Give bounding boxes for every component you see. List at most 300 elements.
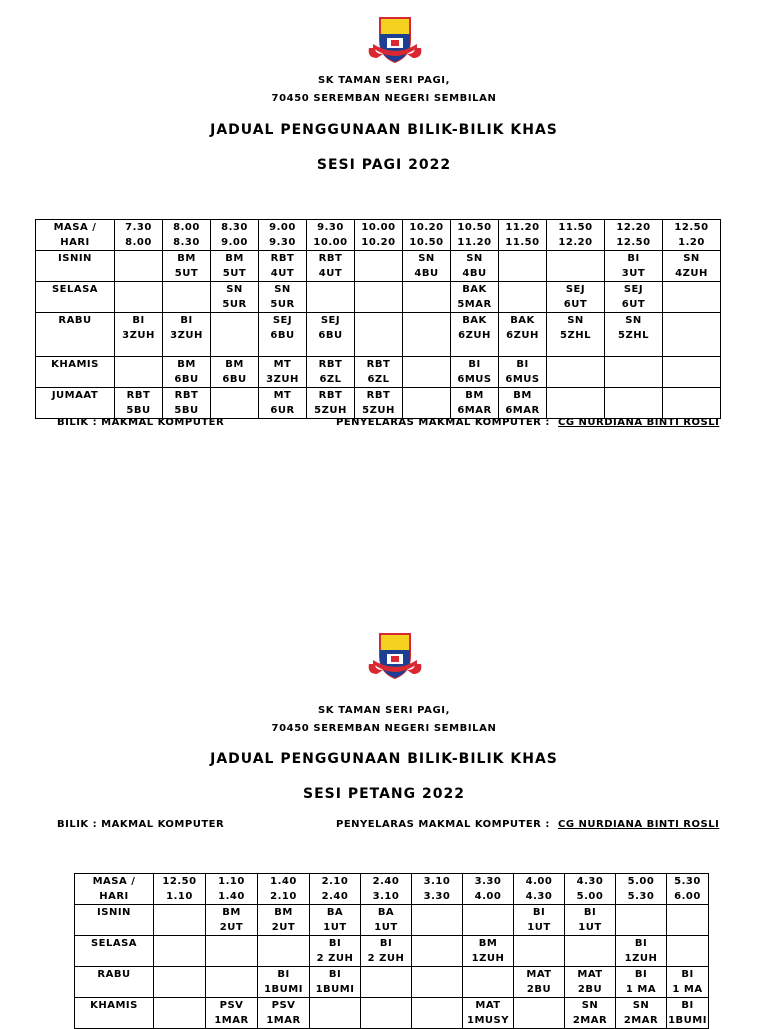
schedule-cell [499,282,547,313]
schedule-cell [355,388,403,419]
schedule-cell [163,357,211,388]
schedule-cell [547,282,605,313]
cell-text: 1BUMI [315,984,355,995]
cell-text: SEJ [623,284,644,295]
cell-text: 5UT [222,268,247,279]
header-text: 8.00 [173,222,200,233]
table-row [36,282,721,313]
cell-text: 1 MA [672,984,703,995]
schedule-cell [451,388,499,419]
schedule-cell [412,936,463,967]
header-text: 4.30 [576,876,604,887]
schedule-cell [258,936,310,967]
schedule-table-pagi [35,219,721,419]
schedule-cell [310,905,361,936]
header-text: 10.00 [313,237,348,248]
header-text: MASA / [92,876,136,887]
header-text: 5.30 [674,876,701,887]
cell-text: SN [581,1000,599,1011]
schedule-cell [403,251,451,282]
cell-text: RBT [174,390,199,401]
cell-text: 1UT [374,922,398,933]
schedule-cell [154,967,206,998]
schedule-cell [361,936,412,967]
header-time-slot [211,220,259,251]
header-text: 3.10 [423,876,451,887]
cell-text: BI [468,359,481,370]
cell-text: 6BU [222,374,247,385]
cell-text: BM [177,253,196,264]
room-label: BILIK : MAKMAL KOMPUTER [57,417,225,428]
table-header-row [36,220,721,251]
schedule-cell [663,282,721,313]
header-time-slot [307,220,355,251]
cell-text: SN [683,253,700,264]
schedule-cell [206,967,258,998]
schedule-cell [259,251,307,282]
schedule-cell [403,357,451,388]
cell-text: 6ZUH [506,330,539,341]
cell-text: 4BU [462,268,487,279]
header-time-slot [412,874,463,905]
cell-text: BAK [462,284,487,295]
cell-text: 6MUS [505,374,540,385]
header-text: 4.00 [525,876,553,887]
header-text: 11.20 [505,222,540,233]
cell-text: 5UR [270,299,295,310]
cell-text: BM [513,390,532,401]
schedule-cell [307,357,355,388]
schedule-cell [547,388,605,419]
header-text: HARI [60,237,90,248]
header-time-slot [663,220,721,251]
header-text: 8.00 [125,237,152,248]
day-cell [36,251,115,282]
cell-text: BM [274,907,293,918]
header-text: 5.00 [576,891,604,902]
schedule-cell [616,967,667,998]
header-text: 2.10 [321,876,349,887]
cell-text: BI [532,907,546,918]
cell-text: BAK [510,315,535,326]
cell-text: 6MAR [505,405,540,416]
cell-text: 2UT [219,922,244,933]
cell-text: PSV [271,1000,296,1011]
schedule-cell [463,905,514,936]
schedule-cell [451,357,499,388]
schedule-cell [211,357,259,388]
header-text: 6.00 [674,891,701,902]
cell-text: 5ZHL [560,330,591,341]
table-row [75,905,709,936]
header-text: 12.20 [558,237,593,248]
cell-text: BI [681,1000,694,1011]
schedule-cell [605,313,663,357]
schedule-cell [605,251,663,282]
cell-text: BI [627,253,640,264]
schedule-cell [259,313,307,357]
cell-text: RBT [318,390,343,401]
header-text: 11.20 [457,237,492,248]
header-text: 2.10 [270,891,297,902]
schedule-cell [259,388,307,419]
header-text: 1.10 [166,891,193,902]
header-text: 12.50 [162,876,197,887]
day-label: ISNIN [58,253,92,264]
schedule-cell [307,251,355,282]
header-time-slot [667,874,709,905]
table-row [36,251,721,282]
cell-text: 6ZUH [458,330,491,341]
schedule-cell [307,282,355,313]
schedule-cell [115,313,163,357]
cell-text: BM [478,938,498,949]
header-time-slot [355,220,403,251]
cell-text: 6ZL [367,374,390,385]
header-text: 10.50 [409,237,444,248]
cell-text: BI [277,969,290,980]
schedule-table-petang [74,873,709,1029]
header-time-slot [514,874,565,905]
schedule-cell [616,905,667,936]
cell-text: 2BU [526,984,552,995]
cell-text: SN [625,315,642,326]
header-masa-hari [36,220,115,251]
schedule-cell [605,282,663,313]
schedule-cell [514,936,565,967]
table-row [75,936,709,967]
cell-text: 6UR [270,405,295,416]
schedule-cell [259,357,307,388]
cell-text: BI [634,969,648,980]
schedule-cell [258,967,310,998]
day-cell [36,313,115,357]
cell-text: BM [225,359,244,370]
header-text: 1.10 [218,876,245,887]
schedule-cell [547,357,605,388]
schedule-cell [403,282,451,313]
cell-text: 6UT [621,299,646,310]
cell-text: BI [583,907,597,918]
cell-text: 1BUMI [264,984,303,995]
cell-text: 1MUSY [467,1015,509,1026]
cell-text: SN [226,284,243,295]
cell-text: SN [418,253,435,264]
coordinator-name: CG NURDIANA BINTI ROSLI [558,417,720,428]
cell-text: 2UT [271,922,296,933]
header-time-slot [403,220,451,251]
schedule-cell [605,357,663,388]
schedule-cell [211,313,259,357]
cell-text: 5BU [174,405,199,416]
schedule-cell [115,282,163,313]
day-label: JUMAAT [51,390,99,401]
schedule-cell [663,357,721,388]
schedule-cell [663,313,721,357]
header-time-slot [463,874,514,905]
cell-text: 3ZUH [122,330,155,341]
schedule-cell [211,388,259,419]
cell-text: RBT [318,359,343,370]
schedule-cell [163,388,211,419]
cell-text: 5UR [222,299,247,310]
cell-text: BI [681,969,694,980]
cell-text: 6BU [318,330,343,341]
cell-text: 3UT [621,268,646,279]
cell-text: 5ZUH [362,405,395,416]
cell-text: 2BU [577,984,603,995]
schedule-cell [211,251,259,282]
room-label: BILIK : MAKMAL KOMPUTER [57,819,225,830]
header-text: 5.00 [627,876,655,887]
table-row [75,967,709,998]
header-text: 5.30 [627,891,655,902]
schedule-cell [565,905,616,936]
header-time-slot [451,220,499,251]
header-text: 4.00 [474,891,502,902]
cell-text: 1UT [323,922,347,933]
cell-text: 6ZL [319,374,342,385]
header-text: 3.30 [474,876,502,887]
cell-text: BI [132,315,145,326]
coordinator-name: CG NURDIANA BINTI ROSLI [558,819,720,830]
schedule-cell [667,905,709,936]
day-label: KHAMIS [51,359,99,370]
cell-text: BM [177,359,196,370]
cell-text: SEJ [320,315,341,326]
cell-text: BM [465,390,484,401]
schedule-cell [547,313,605,357]
schedule-cell [163,251,211,282]
cell-text: 6BU [270,330,295,341]
day-cell [75,967,154,998]
cell-text: 5MAR [457,299,492,310]
header-time-slot [361,874,412,905]
cell-text: MT [273,359,292,370]
cell-text: BM [225,253,244,264]
header-text: 2.40 [372,876,400,887]
cell-text: MAT [577,969,603,980]
schedule-cell [412,967,463,998]
school-name: SK TAMAN SERI PAGI, [318,75,450,86]
cell-text: 1BUMI [668,1015,707,1026]
cell-text: BI [379,938,393,949]
schedule-cell [565,936,616,967]
cell-text: BI [634,938,648,949]
cell-text: 6UT [563,299,588,310]
cell-text: BI [180,315,193,326]
table-row [36,313,721,357]
header-time-slot [616,874,667,905]
header-time-slot [258,874,310,905]
cell-text: RBT [270,253,295,264]
cell-text: 3ZUH [266,374,299,385]
schedule-cell [310,936,361,967]
day-cell [75,905,154,936]
schedule-cell [154,936,206,967]
header-text: 11.50 [558,222,593,233]
school-crest-icon [365,14,425,66]
schedule-cell [499,388,547,419]
cell-text: PSV [219,1000,244,1011]
schedule-cell [451,251,499,282]
cell-text: RBT [366,359,391,370]
cell-text: RBT [318,253,343,264]
cell-text: SN [466,253,483,264]
cell-text: 4ZUH [675,268,708,279]
header-text: 9.30 [269,237,296,248]
session-title: SESI PAGI 2022 [316,157,452,173]
cell-text: 1MAR [266,1015,301,1026]
schedule-cell [163,282,211,313]
schedule-cell [115,388,163,419]
day-label: ISNIN [97,907,131,918]
schedule-cell [514,905,565,936]
header-time-slot [547,220,605,251]
cell-text: BI [328,938,342,949]
header-text: 8.30 [173,237,200,248]
coordinator-label: PENYELARAS MAKMAL KOMPUTER : [336,819,550,830]
day-label: KHAMIS [90,1000,138,1011]
schedule-cell [307,313,355,357]
day-label: RABU [97,969,131,980]
schedule-cell [663,251,721,282]
header-masa-hari [75,874,154,905]
schedule-cell [663,388,721,419]
schedule-cell [206,936,258,967]
cell-text: BM [222,907,241,918]
school-crest-icon [365,630,425,682]
schedule-cell [361,967,412,998]
page-title: JADUAL PENGGUNAAN BILIK-BILIK KHAS [210,751,558,767]
schedule-cell [307,388,355,419]
header-text: 8.30 [221,222,248,233]
cell-text: 5ZUH [314,405,347,416]
schedule-cell [499,313,547,357]
schedule-cell [154,905,206,936]
header-time-slot [565,874,616,905]
session-title: SESI PETANG 2022 [303,786,465,802]
cell-text: 1UT [578,922,602,933]
schedule-cell [258,905,310,936]
cell-text: MAT [526,969,552,980]
cell-text: MAT [475,1000,501,1011]
cell-text: BI [328,969,342,980]
cell-text: SN [274,284,291,295]
header-time-slot [259,220,307,251]
schedule-cell [403,313,451,357]
coordinator-label: PENYELARAS MAKMAL KOMPUTER : [336,417,550,428]
schedule-cell [355,251,403,282]
schedule-cell [605,388,663,419]
schedule-cell [463,936,514,967]
header-text: 1.20 [678,237,705,248]
schedule-cell [667,967,709,998]
cell-text: 3ZUH [170,330,203,341]
cell-text: BAK [462,315,487,326]
page-title: JADUAL PENGGUNAAN BILIK-BILIK KHAS [210,122,558,138]
day-cell [75,936,154,967]
cell-text: 1ZUH [471,953,505,964]
header-text: 1.40 [218,891,245,902]
cell-text: SN [567,315,584,326]
header-text: 12.50 [674,222,709,233]
header-text: 12.50 [616,237,651,248]
schedule-cell [403,388,451,419]
header-text: 4.30 [525,891,553,902]
cell-text: 5BU [126,405,151,416]
day-label: SELASA [51,284,99,295]
header-time-slot [605,220,663,251]
header-text: 3.30 [423,891,451,902]
cell-text: 1UT [527,922,551,933]
schedule-cell [616,936,667,967]
header-text: HARI [99,891,129,902]
schedule-cell [499,251,547,282]
header-text: 2.40 [321,891,349,902]
header-text: 9.00 [221,237,248,248]
schedule-cell [499,357,547,388]
header-text: 9.30 [317,222,344,233]
school-address: 70450 SEREMBAN NEGERI SEMBILAN [271,93,497,104]
header-text: 10.50 [457,222,492,233]
cell-text: 1ZUH [624,953,658,964]
header-text: MASA / [53,222,97,233]
cell-text: SEJ [565,284,586,295]
schedule-cell [355,313,403,357]
cell-text: RBT [126,390,151,401]
schedule-cell [206,905,258,936]
cell-text: MT [273,390,292,401]
schedule-cell [667,936,709,967]
schedule-cell [451,282,499,313]
schedule-cell [565,967,616,998]
day-cell [36,388,115,419]
day-label: SELASA [90,938,138,949]
schedule-cell [115,357,163,388]
cell-text: 6BU [174,374,199,385]
schedule-cell [310,967,361,998]
schedule-cell [412,905,463,936]
header-text: 10.20 [409,222,444,233]
day-label: RABU [58,315,92,326]
cell-text: 2 ZUH [367,953,405,964]
header-text: 11.50 [505,237,540,248]
cell-text: 6MAR [457,405,492,416]
cell-text: BA [377,907,395,918]
header-time-slot [310,874,361,905]
header-time-slot [206,874,258,905]
cell-text: RBT [366,390,391,401]
cell-text: 2 ZUH [316,953,354,964]
header-text: 9.00 [269,222,296,233]
schedule-cell [547,251,605,282]
header-text: 12.20 [616,222,651,233]
header-text: 3.10 [372,891,400,902]
table-row [36,357,721,388]
cell-text: 4UT [318,268,343,279]
schedule-cell [355,357,403,388]
header-time-slot [115,220,163,251]
header-text: 1.40 [270,876,297,887]
header-time-slot [163,220,211,251]
header-time-slot [499,220,547,251]
cell-text: SN [632,1000,650,1011]
header-text: 7.30 [125,222,152,233]
schedule-cell [514,967,565,998]
table-row [36,388,721,419]
cell-text: BA [326,907,344,918]
